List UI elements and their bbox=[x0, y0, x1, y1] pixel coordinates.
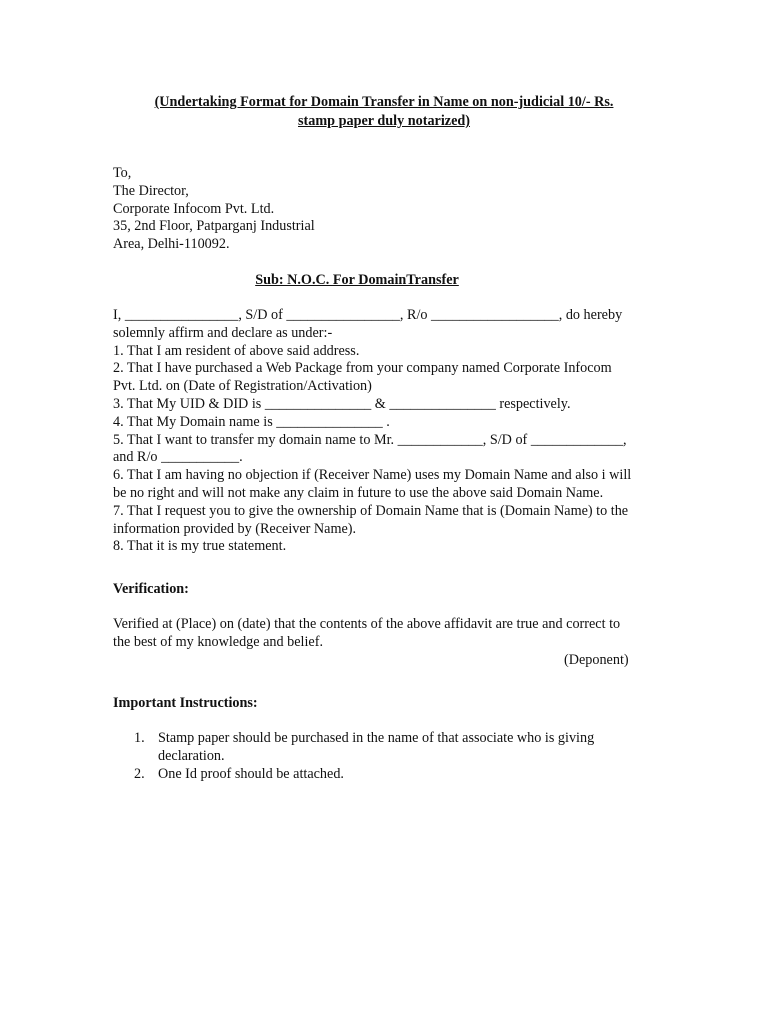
body-line: 7. That I request you to give the ownership of Domain Name that is (Domain Name) to the bbox=[113, 502, 629, 519]
body-line: Pvt. Ltd. on (Date of Registration/Activation) bbox=[113, 378, 372, 395]
instruction-text bbox=[158, 730, 594, 766]
instructions-title: Important Instructions: bbox=[113, 695, 258, 711]
address-city: Area, Delhi-110092. bbox=[113, 236, 230, 253]
body-line: and R/o ___________. bbox=[113, 449, 243, 466]
instruction-text bbox=[158, 766, 344, 784]
body-line: 3. That My UID & DID is _______________ & _______________ respectively. bbox=[113, 395, 571, 412]
body-line: I, ________________, S/D of ________________, R/o __________________, do hereby bbox=[113, 307, 623, 323]
body-line: 8. That it is my true statement. bbox=[113, 538, 287, 555]
address-street: 35, 2nd Floor, Patparganj Industrial bbox=[113, 218, 315, 235]
deponent-label: (Deponent) bbox=[564, 652, 629, 668]
verification-text bbox=[113, 616, 673, 652]
declaration-body bbox=[113, 307, 673, 556]
body-line: 4. That My Domain name is _______________ . bbox=[113, 413, 390, 430]
body-line: 1. That I am resident of above said address. bbox=[113, 342, 360, 359]
verification-line-2: the best of my knowledge and belief. bbox=[113, 633, 323, 650]
instructions-list bbox=[134, 730, 594, 783]
instruction-item bbox=[134, 730, 594, 766]
document-heading bbox=[90, 93, 678, 131]
instruction-line: Stamp paper should be purchased in the name of that associate who is giving bbox=[158, 730, 595, 746]
address-director: The Director, bbox=[113, 182, 189, 199]
heading-line-1: (Undertaking Format for Domain Transfer in Name on non-judicial 10/- Rs. bbox=[154, 94, 614, 110]
body-line: 2. That I have purchased a Web Package from your company named Corporate Infocom bbox=[113, 360, 612, 377]
body-line: be no right and will not make any claim in future to use the above said Domain Name. bbox=[113, 484, 604, 501]
instruction-item bbox=[134, 766, 594, 784]
instruction-number: 1. bbox=[134, 730, 145, 746]
verification-line-1: Verified at (Place) on (date) that the contents of the above affidavit are true and correct to bbox=[113, 616, 621, 632]
body-line: 6. That I am having no objection if (Receiver Name) uses my Domain Name and also i will bbox=[113, 467, 632, 484]
address-to: To, bbox=[113, 165, 132, 181]
recipient-address bbox=[113, 165, 315, 254]
body-line: solemnly affirm and declare as under:- bbox=[113, 324, 333, 341]
verification-title: Verification: bbox=[113, 581, 189, 597]
address-company: Corporate Infocom Pvt. Ltd. bbox=[113, 200, 275, 217]
instruction-number: 2. bbox=[134, 765, 145, 782]
heading-line-2: stamp paper duly notarized) bbox=[298, 113, 470, 129]
subject-text: Sub: N.O.C. For DomainTransfer bbox=[255, 272, 459, 288]
instruction-line: One Id proof should be attached. bbox=[158, 765, 344, 782]
body-line: 5. That I want to transfer my domain name to Mr. ____________, S/D of _____________, bbox=[113, 431, 627, 448]
subject-line bbox=[0, 272, 768, 289]
body-line: information provided by (Receiver Name). bbox=[113, 520, 357, 537]
instruction-line: declaration. bbox=[158, 747, 225, 764]
